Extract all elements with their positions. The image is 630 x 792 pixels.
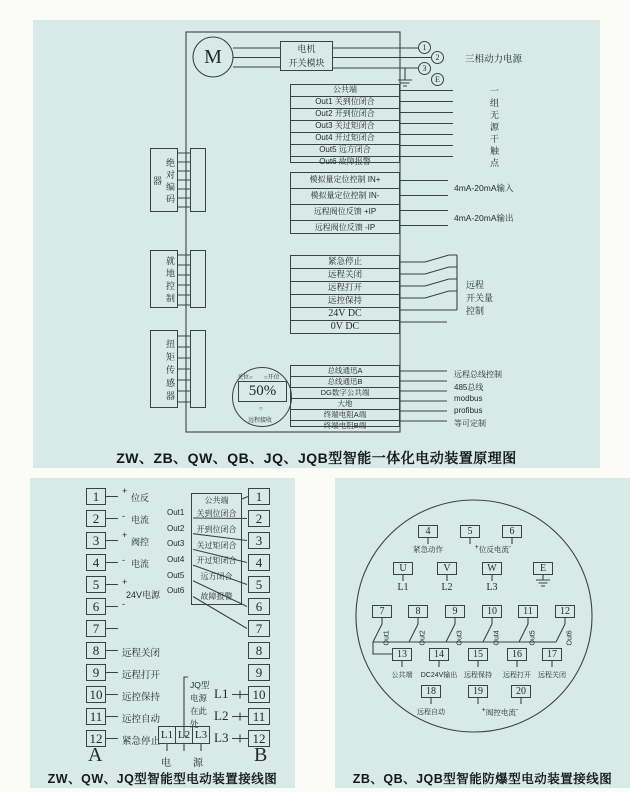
ex-terminal-u: U xyxy=(393,562,413,575)
power-label-dian: 电 xyxy=(161,758,171,769)
remote-switch-side-label-2: 开关量 xyxy=(466,293,494,303)
bus-note-1: 远程总线控制 xyxy=(454,370,502,379)
phase-terminal-2: 2 xyxy=(431,51,444,64)
motor-symbol-label: M xyxy=(204,46,222,68)
out3-label: Out3 xyxy=(167,539,185,548)
display-closed-indicator-label xyxy=(237,372,253,381)
motor-switch-module-line2: 开关模块 xyxy=(288,58,325,68)
bus-note-5: 等可定制 xyxy=(454,419,486,428)
bus-row: 总线通迅B xyxy=(291,377,399,388)
phase-l2-label: L2 xyxy=(441,582,453,593)
a1-plus-sign: + xyxy=(122,486,128,496)
terminal-b-5: 5 xyxy=(248,576,270,593)
bus-row: 终端电阻B端 xyxy=(323,421,367,430)
open-led-icon: ○ xyxy=(264,375,268,381)
ex-terminal-e: E xyxy=(533,562,553,575)
feedback-current-label xyxy=(454,544,532,555)
remote-switch-block xyxy=(290,255,400,334)
contact-output-block xyxy=(290,84,400,166)
ex-terminal-14: 14 xyxy=(429,648,449,661)
contact-box-row-common: 公共端 xyxy=(204,496,229,505)
contact-row: Out2 开到位闭合 xyxy=(291,109,399,121)
remote-switch-side-label-1: 远程 xyxy=(466,280,485,290)
principle-diagram-title: ZW、ZB、QW、QB、JQ、JQB型智能一体化电动装置原理图 xyxy=(116,450,517,466)
terminal-a-5: 5 xyxy=(86,576,106,593)
absolute-encoder-box: 绝对编码器 xyxy=(150,148,178,212)
switch-row: 远控保持 xyxy=(291,295,399,308)
terminal-b-11: 11 xyxy=(248,708,270,725)
exproof-wiring-lines xyxy=(335,478,630,788)
power-cell-l2: L2 xyxy=(175,726,193,744)
contact-box-row-4: 开过矩闭合 xyxy=(196,556,237,565)
out1-label: Out1 xyxy=(167,508,185,517)
power-cell-l3: L3 xyxy=(192,726,210,744)
valve-current-text: 阀控电流 xyxy=(485,708,516,717)
a8-label: 远程关闭 xyxy=(122,648,161,659)
a11-label: 远控自动 xyxy=(122,714,161,725)
motor-switch-module-line1: 电机 xyxy=(297,44,316,54)
out6-label: Out6 xyxy=(167,586,185,595)
phase-terminal-3: 3 xyxy=(418,62,431,75)
bus-note-3: modbus xyxy=(454,394,483,403)
display-open-indicator-label xyxy=(264,372,280,381)
terminal-a-7: 7 xyxy=(86,620,106,637)
ex-terminal-16: 16 xyxy=(507,648,527,661)
phase-l3-label: L3 xyxy=(486,582,498,593)
out4-label: Out4 xyxy=(167,555,185,564)
contact-row: 公共端 xyxy=(291,85,399,97)
remote-open-label: 远程打开 xyxy=(503,672,531,679)
local-control-box: 就地控制 xyxy=(150,250,178,308)
contact-box-row-3: 关过矩闭合 xyxy=(196,541,237,550)
standard-wiring-title: ZW、QW、JQ型智能型电动装置接线图 xyxy=(47,772,278,786)
remote-receive-led-icon: ○ xyxy=(259,406,263,412)
ex-terminal-v: V xyxy=(437,562,457,575)
contact-box-row-2: 开到位闭合 xyxy=(196,525,237,534)
closed-label: 关位 xyxy=(237,375,250,381)
encoder-terminal-strip xyxy=(190,148,206,212)
switch-row: 远程打开 xyxy=(291,282,399,295)
a4-label: 电流 xyxy=(131,559,150,569)
exproof-wiring-title: ZB、QB、JQB型智能防爆型电动装置接线图 xyxy=(352,772,613,786)
terminal-b-10: 10 xyxy=(248,686,270,703)
a4-minus-sign: - xyxy=(122,555,125,565)
closed-led-icon: ○ xyxy=(249,375,253,381)
plus-sign: + xyxy=(474,544,479,551)
terminal-b-6: 6 xyxy=(248,598,270,615)
contact-row: Out5 远方闭合 xyxy=(291,145,399,157)
contact-box-row-5: 远方闭合 xyxy=(200,572,233,581)
terminal-b-8: 8 xyxy=(248,642,270,659)
terminal-a-11: 11 xyxy=(86,708,106,725)
jq-note-line3: 在此 xyxy=(190,706,208,716)
analog-row: 远程阀位反馈 +IP xyxy=(291,205,399,221)
ex-terminal-19: 19 xyxy=(468,685,488,698)
ex-out3-label: Out3 xyxy=(456,630,464,646)
dry-contact-side-label: 一组无源干触点 xyxy=(489,86,499,170)
jq-note-line2: 电源 xyxy=(190,693,208,703)
contact-box-row-6: 故障报警 xyxy=(200,592,233,601)
remote-receive-label: 远程接收 xyxy=(248,418,273,424)
switch-row: 紧急停止 xyxy=(291,256,399,269)
ex-terminal-6: 6 xyxy=(502,525,522,538)
terminal-a-10: 10 xyxy=(86,686,106,703)
terminal-b-4: 4 xyxy=(248,554,270,571)
terminal-a-6: 6 xyxy=(86,598,106,615)
terminal-a-2: 2 xyxy=(86,510,106,527)
ex-terminal-13: 13 xyxy=(392,648,412,661)
jq-phase-l1: L1 xyxy=(214,686,229,701)
principle-diagram-panel xyxy=(33,20,600,468)
remote-auto-label: 远程自动 xyxy=(417,709,445,716)
terminal-b-9: 9 xyxy=(248,664,270,681)
ex-out4-label: Out4 xyxy=(493,630,501,646)
analog-row: 远程阀位反馈 -IP xyxy=(314,223,376,232)
bus-communication-block xyxy=(290,365,400,430)
contact-row: Out1 关到位闭合 xyxy=(291,97,399,109)
bus-row: DG数字公共端 xyxy=(291,388,399,399)
contact-row: Out4 开过矩闭合 xyxy=(291,133,399,145)
ex-terminal-12: 12 xyxy=(555,605,575,618)
terminal-a-8: 8 xyxy=(86,642,106,659)
common-terminal-label: 公共端 xyxy=(391,672,413,679)
bus-row: 大地 xyxy=(291,399,399,410)
a9-label: 远程打开 xyxy=(122,670,161,681)
ex-terminal-20: 20 xyxy=(511,685,531,698)
out5-label: Out5 xyxy=(167,571,185,580)
bus-note-4: profibus xyxy=(454,406,483,415)
a12-label: 紧急停止 xyxy=(122,736,161,747)
a10-label: 远控保持 xyxy=(122,692,161,703)
ex-terminal-11: 11 xyxy=(518,605,538,618)
switch-row: 0V DC xyxy=(330,321,360,332)
terminal-b-3: 3 xyxy=(248,532,270,549)
column-a-label: A xyxy=(88,744,103,766)
exproof-wiring-panel xyxy=(335,478,630,788)
terminal-b-1: 1 xyxy=(248,488,270,505)
analog-row: 模拟量定位控制 IN+ xyxy=(291,173,399,189)
ex-terminal-5: 5 xyxy=(460,525,480,538)
terminal-a-4: 4 xyxy=(86,554,106,571)
ex-terminal-4: 4 xyxy=(418,525,438,538)
bus-row: 终端电阻A端 xyxy=(291,410,399,421)
ex-out5-label: Out5 xyxy=(529,630,537,646)
out2-label: Out2 xyxy=(167,524,185,533)
jq-note-line4: 处 xyxy=(190,719,199,729)
terminal-a-12: 12 xyxy=(86,730,106,747)
ex-terminal-17: 17 xyxy=(542,648,562,661)
a3-label: 阀控 xyxy=(131,537,150,547)
minus-sign: - xyxy=(515,707,519,714)
ex-out1-label: Out1 xyxy=(383,630,391,646)
dc24v-output-label: DC24V输出 xyxy=(420,672,458,679)
feedback-current-text: 位反电流 xyxy=(478,545,509,554)
ex-terminal-w: W xyxy=(482,562,502,575)
phase-terminal-e: E xyxy=(431,73,444,86)
remote-switch-side-label-3: 控制 xyxy=(466,306,485,316)
a56-label: 24V电源 xyxy=(126,590,161,600)
terminal-a-3: 3 xyxy=(86,532,106,549)
terminal-b-2: 2 xyxy=(248,510,270,527)
column-b-label: B xyxy=(254,744,268,766)
a6-minus-sign: - xyxy=(122,599,125,609)
ex-terminal-8: 8 xyxy=(408,605,428,618)
standard-wiring-panel xyxy=(30,478,295,788)
switch-row: 远程关闭 xyxy=(291,269,399,282)
bus-row: 总线通迅A xyxy=(291,366,399,377)
jq-phase-l3: L3 xyxy=(214,730,229,745)
local-control-terminal-strip xyxy=(190,250,206,308)
terminal-b-12: 12 xyxy=(248,730,270,747)
open-label: 开位 xyxy=(267,375,280,381)
ex-terminal-10: 10 xyxy=(482,605,502,618)
a1-label: 位反 xyxy=(131,493,150,503)
ex-out2-label: Out2 xyxy=(419,630,427,646)
analog-control-block xyxy=(290,172,400,234)
plus-sign: + xyxy=(481,707,486,714)
ex-out6-label: Out6 xyxy=(566,630,574,646)
terminal-a-1: 1 xyxy=(86,488,106,505)
motor-switch-module-box xyxy=(280,41,333,71)
jq-note-line1: JQ型 xyxy=(190,680,210,690)
minus-sign: - xyxy=(508,544,512,551)
power-label-yuan: 源 xyxy=(193,758,203,769)
ex-terminal-7: 7 xyxy=(372,605,392,618)
contact-box-row-1: 关到位闭合 xyxy=(196,509,237,518)
terminal-a-9: 9 xyxy=(86,664,106,681)
torque-sensor-terminal-strip xyxy=(190,330,206,408)
a5-plus-sign: + xyxy=(122,577,128,587)
analog-output-label: 4mA-20mA输出 xyxy=(454,213,514,223)
ex-terminal-15: 15 xyxy=(468,648,488,661)
remote-hold-label: 远程保持 xyxy=(464,672,492,679)
a2-minus-sign: - xyxy=(122,511,125,521)
position-percent-display: 50% xyxy=(238,381,287,402)
contact-row: Out3 关过矩闭合 xyxy=(291,121,399,133)
remote-close-label: 远程关闭 xyxy=(538,672,566,679)
analog-row: 模拟量定位控制 IN- xyxy=(291,189,399,205)
torque-sensor-box: 扭矩传感器 xyxy=(150,330,178,408)
switch-row: 24V DC xyxy=(291,308,399,321)
emergency-action-label: 紧急动作 xyxy=(413,545,443,554)
terminal-b-7: 7 xyxy=(248,620,270,637)
power-cell-l1: L1 xyxy=(158,726,176,744)
phase-l1-label: L1 xyxy=(397,582,409,593)
contact-row: Out6 故障报警 xyxy=(319,157,371,166)
ex-terminal-9: 9 xyxy=(445,605,465,618)
a2-label: 电流 xyxy=(131,515,150,525)
three-phase-power-label: 三相动力电源 xyxy=(465,54,523,65)
bus-note-2: 485总线 xyxy=(454,383,484,392)
a3-plus-sign: + xyxy=(122,530,128,540)
phase-terminal-1: 1 xyxy=(418,41,431,54)
analog-input-label: 4mA-20mA输入 xyxy=(454,183,514,193)
jq-phase-l2: L2 xyxy=(214,708,229,723)
ex-terminal-18: 18 xyxy=(421,685,441,698)
valve-control-current-label xyxy=(460,707,540,718)
